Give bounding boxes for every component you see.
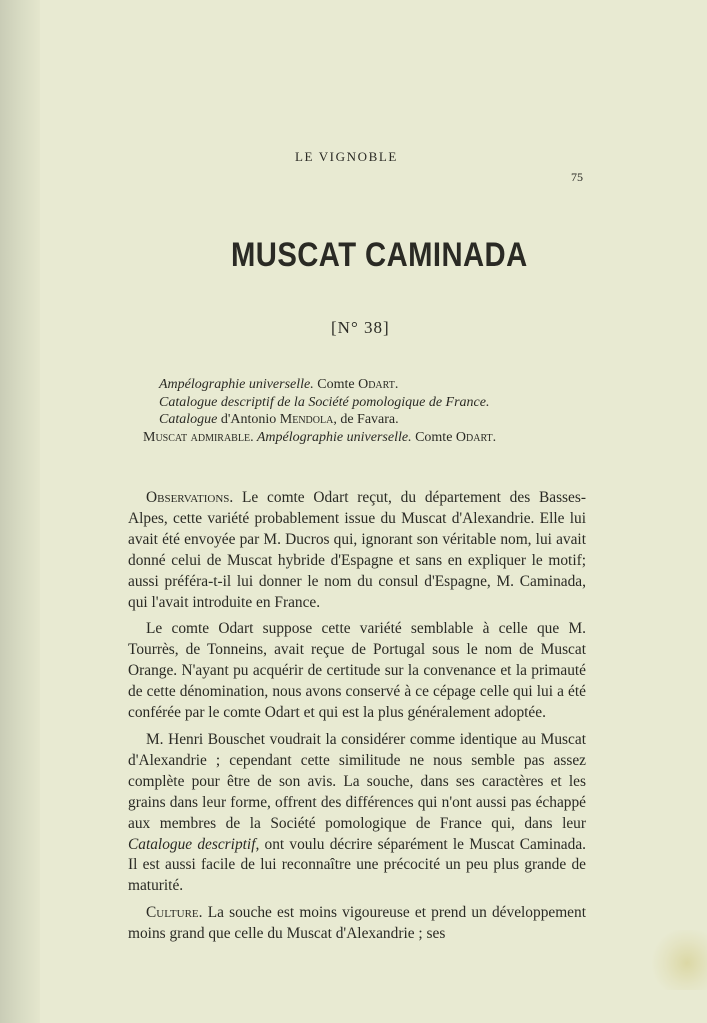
running-title: LE VIGNOBLE (295, 149, 398, 164)
reference-item: Catalogue descriptif de la Société pomologique de France. (159, 394, 490, 410)
reference-list (143, 376, 523, 446)
reference-item: Muscat admirable. Ampélographie universelle. Comte Odart. (143, 429, 497, 445)
body-text (128, 488, 586, 951)
left-page-edge (0, 0, 40, 1023)
page-title: MUSCAT CAMINADA (231, 236, 528, 274)
paragraph-observations: Observations. Le comte Odart reçut, du département des Basses-Alpes, cette variété probablement issue du Muscat d'Alexandrie. Elle lui avait été envoyée par M. Ducros qui, ignorant son véritable nom, lui avait donné celui de Muscat hybride d'Espagne et sans en expliquer le motif; aussi préféra-t-il lui donner le nom du consul d'Espagne, M. Caminada, qui l'avait introduite en France. (128, 489, 586, 611)
page-stain (652, 930, 707, 990)
paragraph-culture: Culture. La souche est moins vigoureuse et prend un développement moins grand que celle du Muscat d'Alexandrie ; ses (128, 904, 586, 943)
reference-item: Catalogue d'Antonio Mendola, de Favara. (159, 412, 399, 427)
page-number: 75 (571, 170, 583, 184)
reference-item: Ampélographie universelle. Comte Odart. (159, 377, 399, 392)
entry-number: [N° 38] (331, 318, 390, 337)
paragraph: M. Henri Bouschet voudrait la considérer comme identique au Muscat d'Alexandrie ; cependant cette similitude ne nous semble pas assez complète pour être de son avis. La souche, dans ses caractères et les grains dans leur forme, offrent des différences qui n'ont aussi pas échappé aux membres de la Société pomologique de France qui, dans leur Catalogue descriptif, ont voulu décrire séparément le Muscat Caminada. Il est aussi facile de lui reconnaître une précocité un peu plus grande de maturité. (128, 730, 586, 895)
paragraph: Le comte Odart suppose cette variété semblable à celle que M. Tourrès, de Tonneins, avait reçue de Portugal sous le nom de Muscat Orange. N'ayant pu acquérir de certitude sur la convenance et la primauté de cette dénomination, nous avons conservé à ce cépage celle qui lui a été conférée par le comte Odart et qui est la plus généralement adoptée. (128, 620, 586, 722)
